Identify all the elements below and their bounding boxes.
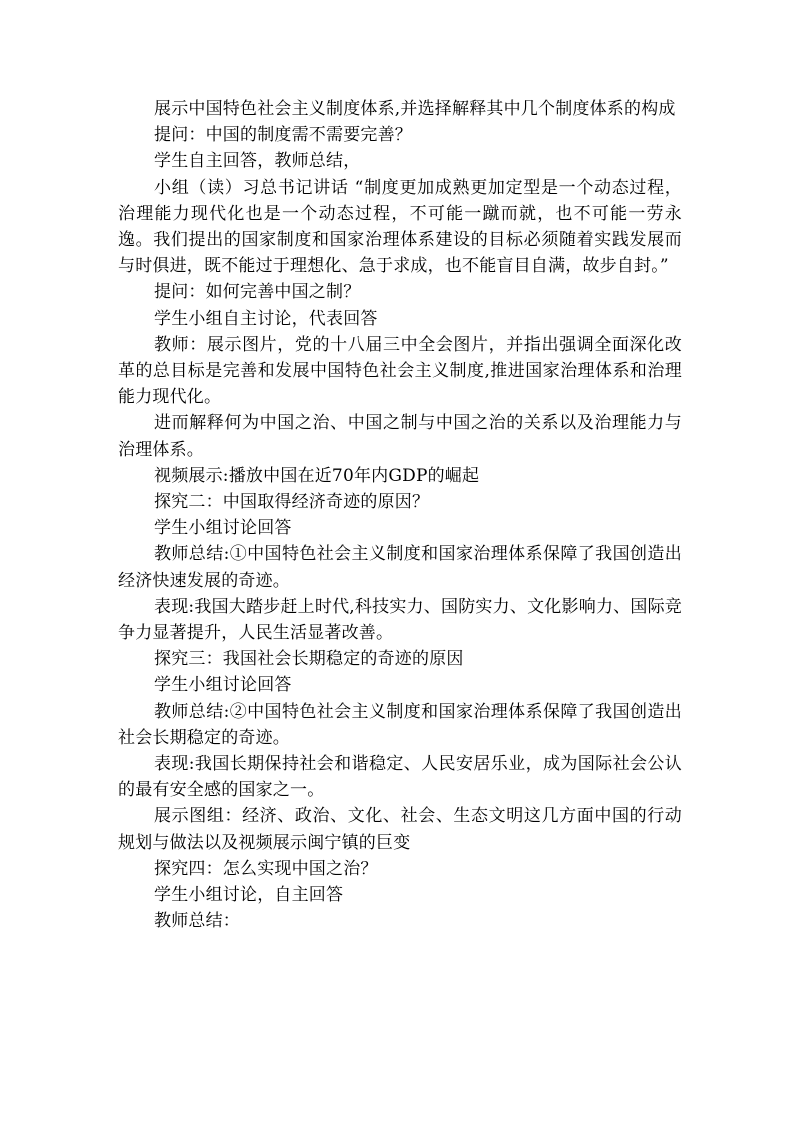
- paragraph: 学生小组自主讨论，代表回答: [154, 308, 378, 329]
- paragraph: 学生小组讨论，自主回答: [154, 885, 344, 906]
- paragraph: 教师总结:①中国特色社会主义制度和国家治理体系保障了我国创造出经济快速发展的奇迹。: [118, 544, 682, 591]
- document-page: [118, 96, 682, 935]
- paragraph: 进而解释何为中国之治、中国之制与中国之治的关系以及治理能力与治理体系。: [118, 413, 682, 460]
- paragraph: 探究四：怎么实现中国之治？: [154, 858, 378, 879]
- paragraph: 表现:我国长期保持社会和谐稳定、人民安居乐业，成为国际社会公认的最有安全感的国家之一。: [118, 754, 682, 801]
- paragraph: 视频展示:播放中国在近70年内GDP的崛起: [154, 465, 480, 486]
- paragraph: 表现:我国大踏步赶上时代,科技实力、国防实力、文化影响力、国际竞争力显著提升，人民生活显著改善。: [118, 596, 682, 644]
- paragraph: 探究二：中国取得经济奇迹的原因？: [154, 492, 430, 513]
- paragraph: 学生小组讨论回答: [154, 675, 292, 696]
- paragraph: 展示中国特色社会主义制度体系,并选择解释其中几个制度体系的构成: [154, 99, 676, 119]
- paragraph: 展示图组：经济、政治、文化、社会、生态文明这几方面中国的行动规划与做法以及视频展示闽宁镇的巨变: [118, 806, 682, 853]
- paragraph: 提问：中国的制度需不需要完善？: [154, 125, 412, 146]
- paragraph: 小组（读）习总书记讲话 “制度更加成熟更加定型是一个动态过程，治理能力现代化也是一个动态过程，不可能一蹴而就，也不可能一劳永逸。我们提出的国家制度和国家治理体系建设的目标必须随着实践发展而与时俱进，既不能过于理想化、急于求成，也不能盲目自满，故步自封。”: [118, 177, 682, 277]
- paragraph: 教师：展示图片，党的十八届三中全会图片，并指出强调全面深化改革的总目标是完善和发展中国特色社会主义制度,推进国家治理体系和治理能力现代化。: [118, 334, 682, 408]
- paragraph: 学生小组讨论回答: [154, 518, 292, 539]
- paragraph: 教师总结：: [154, 911, 240, 932]
- paragraph: 学生自主回答，教师总结，: [154, 151, 361, 172]
- paragraph: 提问：如何完善中国之制？: [154, 282, 361, 303]
- paragraph: 探究三：我国社会长期稳定的奇迹的原因: [154, 649, 464, 670]
- paragraph: 教师总结:②中国特色社会主义制度和国家治理体系保障了我国创造出社会长期稳定的奇迹。: [118, 701, 682, 748]
